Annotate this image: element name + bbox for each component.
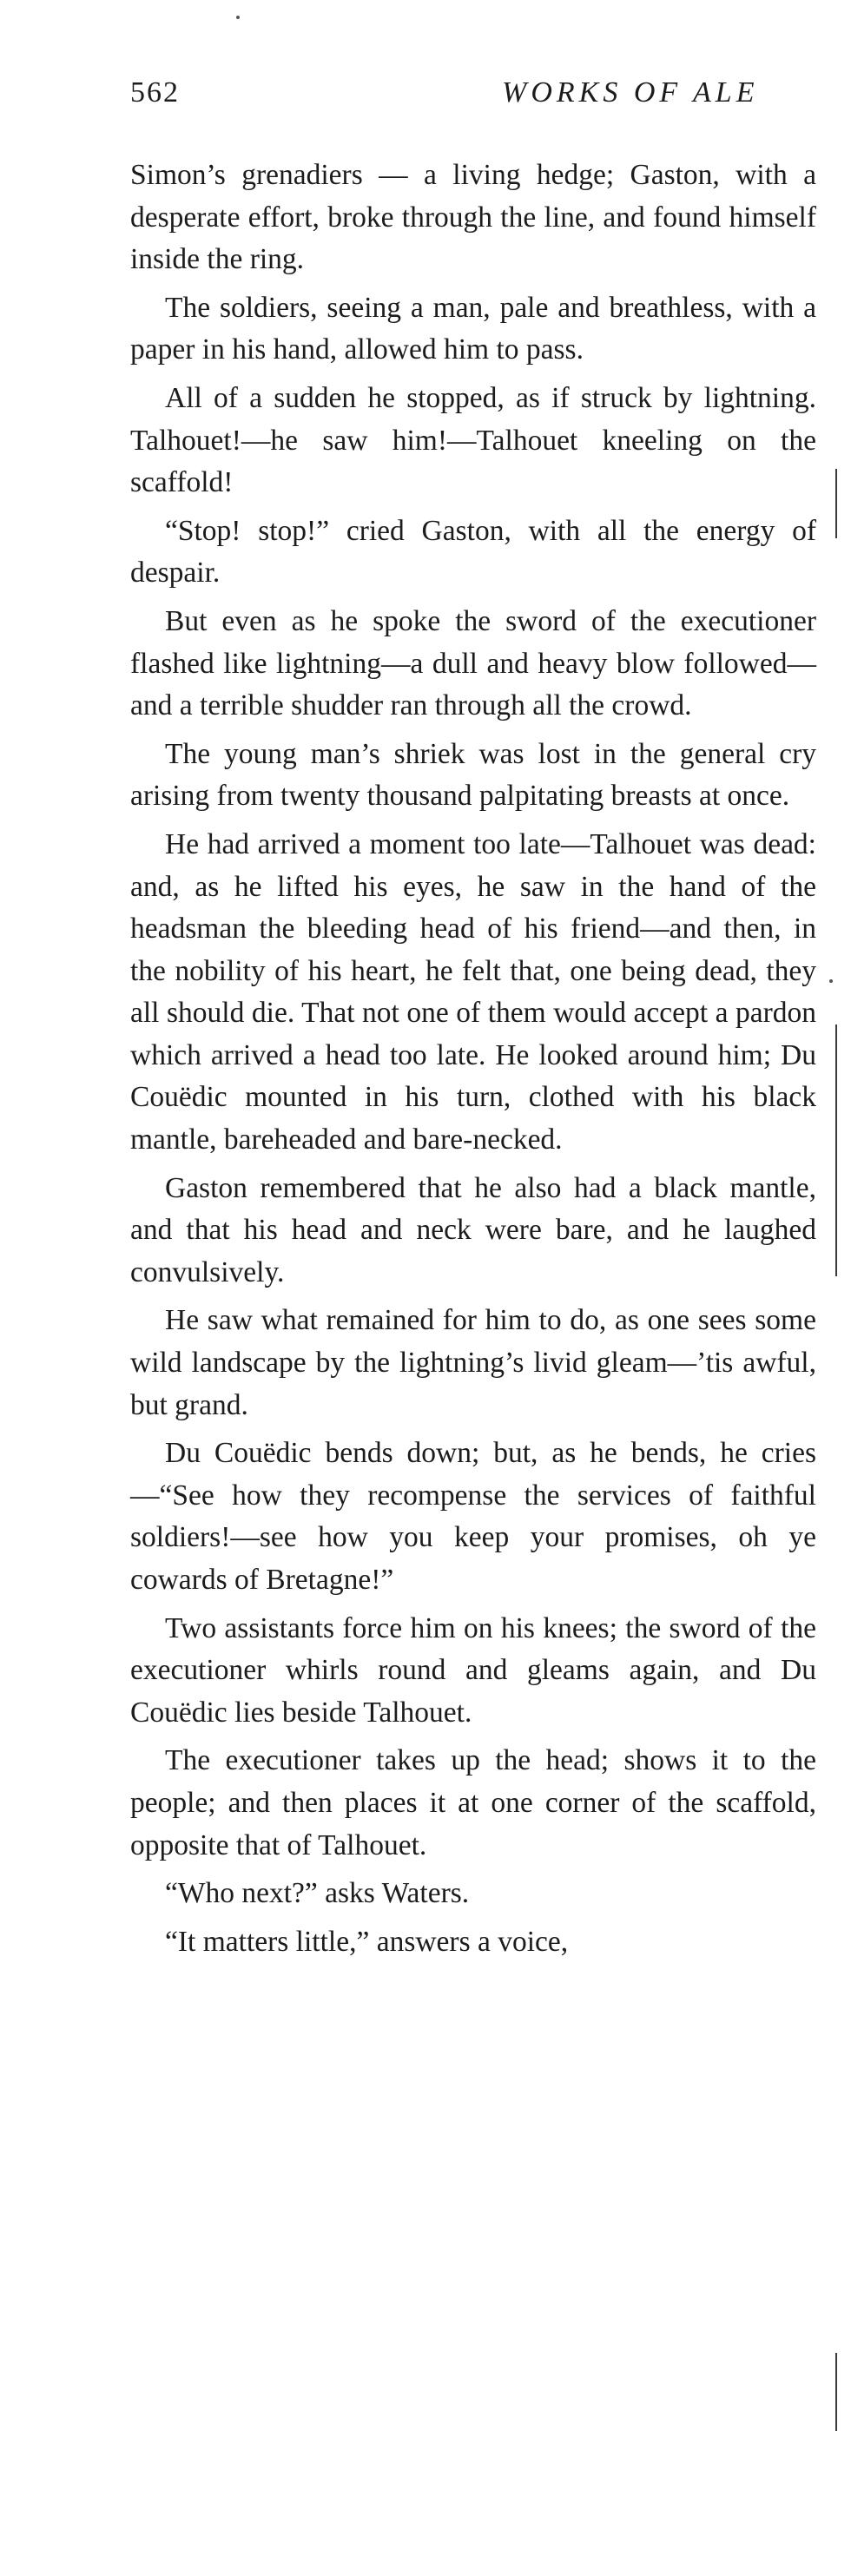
paragraph: “Who next?” asks Waters. bbox=[165, 1877, 470, 1910]
paragraph: Simon’s grenadiers — a living hedge; Gaston, with a desperate effort, broke through the line, and found himself inside the ring. bbox=[130, 159, 816, 276]
paragraph: The soldiers, seeing a man, pale and breathless, with a paper in his hand, allowed him to pass. bbox=[130, 291, 816, 366]
paragraph: But even as he spoke the sword of the executioner flashed like lightning—a dull and heavy blow followed—and a terrible shudder ran through all the crowd. bbox=[130, 604, 816, 722]
paragraph: He saw what remained for him to do, as one sees some wild landscape by the lightning’s livid gleam—’tis awful, but grand. bbox=[130, 1304, 816, 1421]
paragraph: All of a sudden he stopped, as if struck by lightning. Talhouet!—he saw him!—Talhouet kneeling on the scaffold! bbox=[130, 381, 816, 499]
margin-rule bbox=[835, 469, 837, 538]
running-head bbox=[130, 76, 851, 120]
paragraph: The executioner takes up the head; shows it to the people; and then places it at one corner of the scaffold, opposite that of Talhouet. bbox=[130, 1744, 816, 1861]
running-title: WORKS OF ALE bbox=[502, 76, 759, 109]
paragraph: “It matters little,” answers a voice, bbox=[165, 1925, 569, 1958]
margin-rule bbox=[835, 1024, 837, 1276]
paragraph: “Stop! stop!” cried Gaston, with all the energy of despair. bbox=[130, 514, 816, 590]
paragraph: He had arrived a moment too late—Talhouet was dead: and, as he lifted his eyes, he saw in the hand of the headsman the bleeding head of his friend—and then, in the nobility of his heart, he felt that, one being dead, they all should die. That not one of them would accept a pardon which arrived a head too late. He looked around him; Du Couëdic mounted in his turn, clothed with his black mantle, bareheaded and bare-necked. bbox=[130, 827, 816, 1156]
page-speck bbox=[236, 16, 240, 19]
paragraph: Gaston remembered that he also had a black mantle, and that his head and neck were bare, and he laughed convulsively. bbox=[130, 1171, 816, 1288]
margin-rule bbox=[835, 2353, 837, 2431]
page-speck bbox=[829, 979, 833, 983]
page-number: 562 bbox=[130, 76, 180, 109]
paragraph: Two assistants force him on his knees; the sword of the executioner whirls round and gleams again, and Du Couëdic lies beside Talhouet. bbox=[130, 1611, 816, 1729]
paragraph: Du Couëdic bends down; but, as he bends, he cries—“See how they recompense the services of faithful soldiers!—see how you keep your promises, oh ye cowards of Bretagne!” bbox=[130, 1437, 816, 1596]
body-text bbox=[130, 155, 816, 1969]
paragraph: The young man’s shriek was lost in the general cry arising from twenty thousand palpitating breasts at once. bbox=[130, 737, 816, 813]
